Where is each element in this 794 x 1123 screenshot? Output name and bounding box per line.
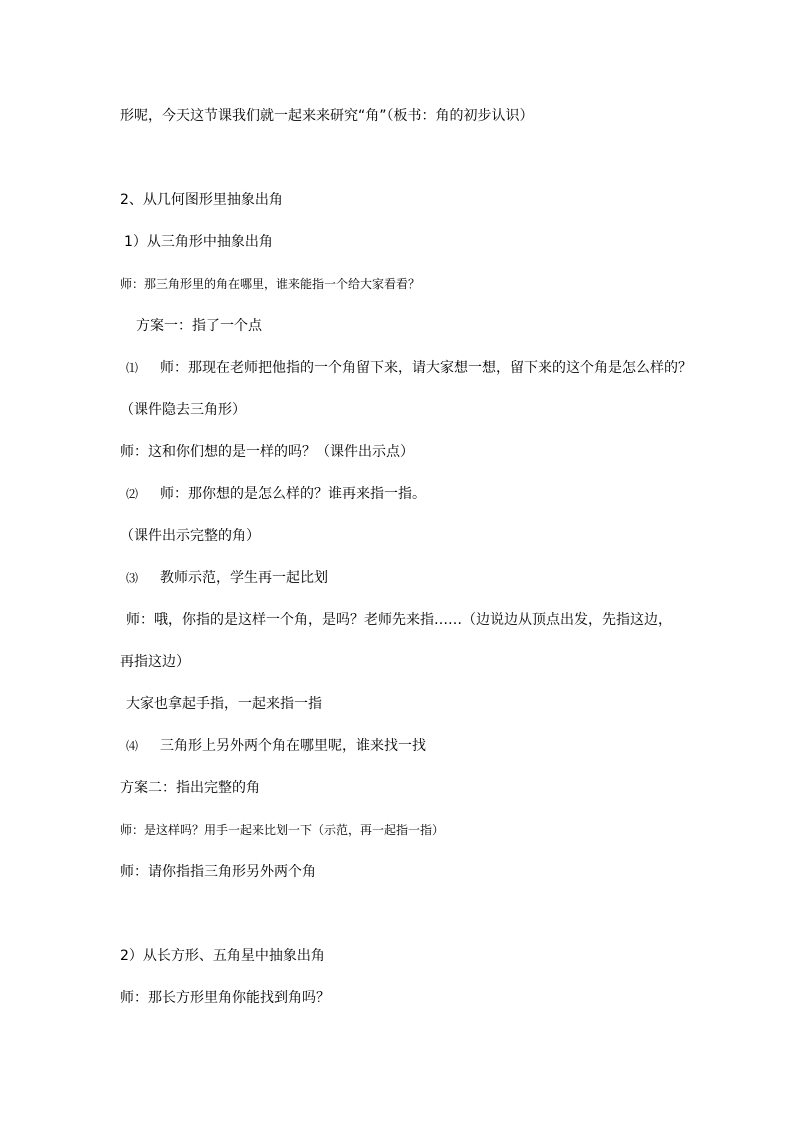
subsection-heading-2: 2）从长方形、五角星中抽象出角 (120, 948, 325, 964)
teacher-triangle-angles-line: 师：请你指指三角形另外两个角 (120, 864, 316, 880)
plan-two-label: 方案二：指出完整的角 (120, 780, 260, 796)
courseware-show-angle: （课件出示完整的角） (120, 528, 260, 544)
teacher-demo-line: 教师示范，学生再一起比划 (160, 570, 328, 586)
numbered-line-4 (126, 736, 426, 756)
numbered-line-1 (126, 358, 692, 378)
teacher-gesture-line: 师：是这样吗？用手一起来比划一下（示范，再一起指一指） (120, 823, 445, 837)
marker-2: ⑵ (126, 487, 139, 501)
text-line-intro: 形呢，今天这节课我们就一起来来研究“角”（板书：角的初步认识） (120, 108, 534, 124)
numbered-line-3 (126, 568, 328, 588)
marker-1: ⑴ (126, 361, 139, 375)
student-practice-line: 大家也拿起手指，一起来指一指 (126, 696, 322, 712)
teacher-prompt-line: 师：那现在老师把他指的一个角留下来，请大家想一想，留下来的这个角是怎么样的？ (160, 360, 692, 376)
teacher-question-triangle: 师：那三角形里的角在哪里，谁来能指一个给大家看看？ (120, 277, 421, 291)
courseware-hide-triangle: （课件隐去三角形） (120, 402, 246, 418)
numbered-line-2 (126, 484, 426, 504)
subsection-heading-1: 1）从三角形中抽象出角 (124, 234, 273, 250)
teacher-rectangle-question: 师：那长方形里角你能找到角吗？ (120, 990, 330, 1006)
teacher-compare-line: 师：这和你们想的是一样的吗？（课件出示点） (120, 444, 414, 460)
continuation-line: 再指这边） (120, 654, 190, 670)
section-heading-2: 2、从几何图形里抽象出角 (120, 192, 283, 208)
marker-4: ⑷ (126, 739, 139, 753)
teacher-explanation-line: 师：哦，你指的是这样一个角，是吗？老师先来指……（边说边从顶点出发，先指这边， (126, 612, 672, 628)
plan-one-label: 方案一：指了一个点 (136, 318, 262, 334)
teacher-ask-again-line: 师：那你想的是怎么样的？谁再来指一指。 (160, 486, 426, 502)
marker-3: ⑶ (126, 571, 139, 585)
find-other-angles-line: 三角形上另外两个角在哪里呢，谁来找一找 (160, 738, 426, 754)
